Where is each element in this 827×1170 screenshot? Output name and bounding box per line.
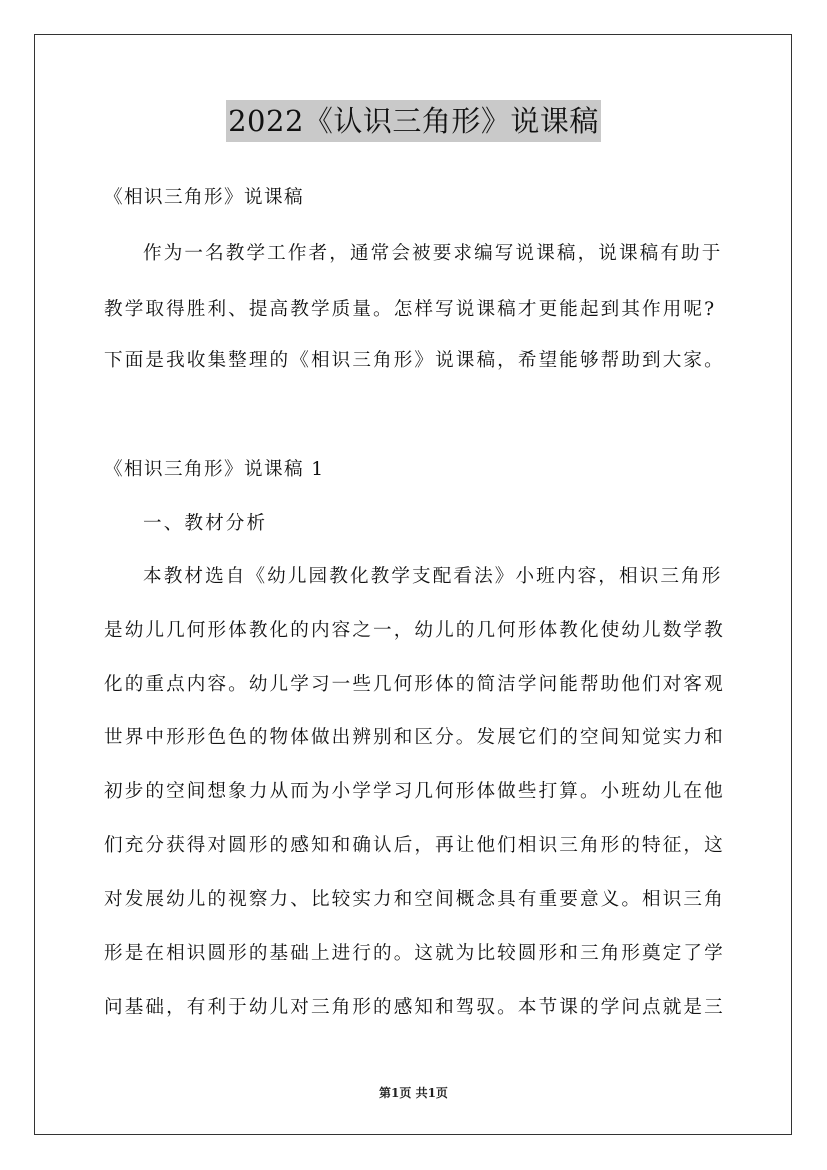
body-line-3: 化的重点内容。幼儿学习一些几何形体的简洁学问能帮助他们对客观 <box>104 674 725 695</box>
document-title: 2022《认识三角形》说课稿 <box>226 100 601 142</box>
intro-line-1: 作为一名教学工作者，通常会被要求编写说课稿，说课稿有助于 <box>143 243 723 264</box>
title-container <box>0 100 827 142</box>
body-line-6: 们充分获得对圆形的感知和确认后，再让他们相识三角形的特征，这 <box>104 835 725 856</box>
body-line-8: 形是在相识圆形的基础上进行的。这就为比较圆形和三角形奠定了学 <box>104 943 725 964</box>
body-line-7: 对发展幼儿的视察力、比较实力和空间概念具有重要意义。相识三角 <box>104 889 725 910</box>
part-heading: 一、教材分析 <box>143 513 268 534</box>
page-footer: 第1页 共1页 <box>379 1086 448 1100</box>
document-subtitle: 《相识三角形》说课稿 <box>104 187 304 208</box>
body-line-2: 是幼儿几何形体教化的内容之一，幼儿的几何形体教化使幼儿数学教 <box>104 620 725 641</box>
intro-line-2: 教学取得胜利、提高教学质量。怎样写说课稿才更能起到其作用呢? <box>104 299 717 320</box>
body-line-1: 本教材选自《幼儿园教化教学支配看法》小班内容，相识三角形 <box>143 566 723 587</box>
body-line-5: 初步的空间想象力从而为小学学习几何形体做些打算。小班幼儿在他 <box>104 781 725 802</box>
body-line-9: 问基础，有利于幼儿对三角形的感知和驾驭。本节课的学问点就是三 <box>104 997 725 1018</box>
section-title: 《相识三角形》说课稿 1 <box>104 459 325 480</box>
body-line-4: 世界中形形色色的物体做出辨别和区分。发展它们的空间知觉实力和 <box>104 727 725 748</box>
intro-line-3: 下面是我收集整理的《相识三角形》说课稿，希望能够帮助到大家。 <box>104 350 725 371</box>
